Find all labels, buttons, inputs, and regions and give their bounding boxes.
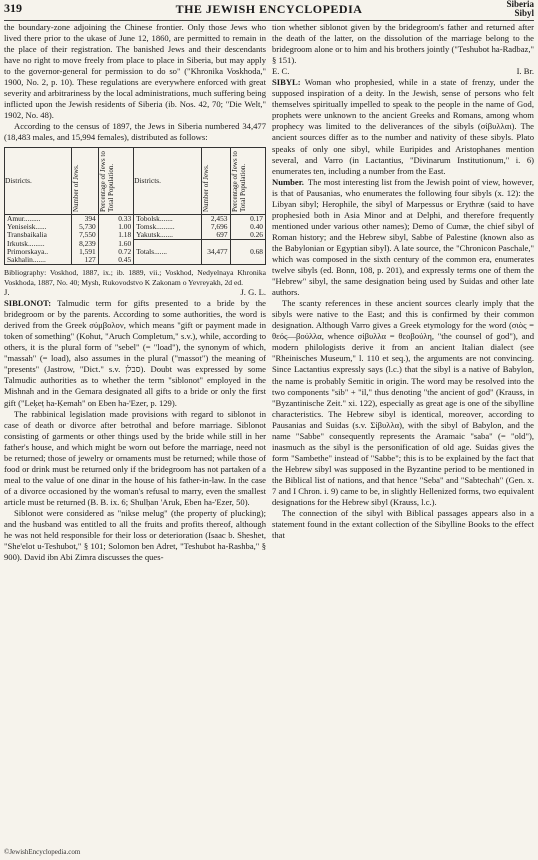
- totals-pct: 0.68: [230, 248, 265, 256]
- signature-initial: J.: [4, 287, 10, 298]
- sibyl-paragraph-2: The most interesting list from the Jewish point of view, however, is that of Pausanias, who enumerates the following four sibyls (x. 12): the Libyan sibyl; Herophile, the sibyl of Marpessus or Erythræ (said to have prophesied both in Asia Minor and at Delphi, and therefore frequently mentioned under various other names); Demo of Cumæ, the chief sibyl of Roman history; and the Hebrew sibyl, Sabbe of Palestine (known also as the Babylonian or Egyptian sibyl). A late source, the "Chronicon Paschale," which was composed in the sixth century of the common era, enumerates twelve sibyls (ed. Bonn, 108, p. 201), and expressly terms one of them the "Hebrew" sibyl, the same designation being used by Suidas and other late authors.: [272, 176, 534, 298]
- signature-initials: E. C.: [272, 66, 290, 77]
- col-header-percentage-2: Percentage of Jews to Total Population.: [230, 147, 265, 214]
- bibliography: Bibliography: Voskhod, 1887, ix.; ib. 1889, vii.; Voskhod, Nedyelnaya Khronika Voskhoda, 1887, No. 40; Mysh, Rukovodstvo K Zakonam o Yevreyakh, 2d ed.: [4, 268, 266, 287]
- running-head-last: Sibyl: [514, 8, 534, 18]
- header-rule: [4, 20, 534, 21]
- table-row: Primorskaya.. 1,591 0.72 Totals....... 34,477 0.68: [5, 248, 266, 256]
- col-header-number-2: Number of Jews.: [201, 147, 230, 214]
- left-column: [4, 22, 266, 563]
- table-row: Transbaikalia 7,550 1.18 Yakutsk....... 697 0.26: [5, 231, 266, 240]
- running-head-first: Siberia: [506, 0, 534, 9]
- sibyl-paragraph-1: Woman who prophesied, while in a state of frenzy, under the supposed inspiration of a deity. In the Jewish, sense of persons who felt themselves spiritually impelled to speak to the people in the name of God, prophets were unknown to the ancient Greeks and Romans, among whom prophecy was limited to the deliverances of the sibyls (σίβυλλαι). The ancient sources differ as to the number and nativity of these sibyls. Plato speaks of only one sibyl, while Euripides and Aristophanes mention several, and Varro (in Lactantius, "Divinarum Institutionum," i. 6) enumerates ten, including a number from the East.: [272, 77, 534, 176]
- totals-label: Totals.......: [134, 248, 201, 256]
- sibyl-paragraph-3: The scanty references in these ancient sources clearly imply that the sibyls were native to the East; and this is confirmed by their common designation. Although Varro gives a Greek etymology for the word (σιὸς = θεός—βούλλα, whence σίβυλλα = θεοβούλη, "the counsel of god"), and modern philologists derive it from an ancient Italian dialect (see "Rheinisches Museum," l. 110 et seq.), the arguments are not convincing. Since Lactantius expressly says (l.c.) that the sibyl is a native of Babylon, the name is probably Semitic in origin. The word may be resolved into the two components "sib" + "il," thus denoting "the ancient of god" (Krauss, in "Byzantinische Zeit." xi. 122), especially as great age is one of the sibylline characteristics. The Hebrew sibyl is identical, moreover, according to Pausanias and Suidas (s.v. Σίβυλλα), with the sibyl of Babylon, and the name "Sabbe" consequently represents the Aramaic "saba" (= "old"), inasmuch as the sibyl is the personification of old age. Suidas gives the form "Sambethe" instead of "Sabbe"; this is to be explained by the fact that the Hebrew sibyl was supposed in the Byzantine period to be mentioned in the Biblical list of nations, and that hence "Seba" and "Sabtechah" (Gen. x. 7 and I Chron. i. 9) came to be, in slightly Hellenized forms, two equivalent designations for the Hebrew sibyl (Krauss, l.c.).: [272, 298, 534, 508]
- signature-author: I. Br.: [516, 66, 534, 77]
- right-column: [272, 22, 534, 541]
- signature-line: [4, 287, 266, 298]
- col-header-number: Number of Jews.: [72, 147, 98, 214]
- siblonot-paragraph-3: Siblonot were considered as "nikse melug" (the property of plucking); and the husband was entitled to all the fruits and profits thereof, although he was not held responsible for their loss or deterioration (Isaac b. Sheshet, "She'elot u-Teshubot," § 101; Solomon ben Adret, "Teshubot ha-Rashba," § 900). David ibn Abi Zimra discusses the ques-: [4, 507, 266, 563]
- watermark: ©JewishEncyclopedia.com: [4, 848, 81, 856]
- page-header: [0, 0, 538, 20]
- census-table: [4, 147, 266, 266]
- signature-line-2: [272, 66, 534, 77]
- totals-number: 34,477: [201, 248, 230, 256]
- page-number: 319: [4, 1, 22, 15]
- table-row: Yeniseisk...... 5,730 1.00 Tomsk.......... 7,696 0.40: [5, 223, 266, 231]
- siblonot-continuation: tion whether siblonot given by the bridegroom's father and returned after the death of the latter, on the dissolution of the marriage belong to the bridegroom alone or to him and his brothers jointly ("Teshubot ha-Radbaz," § 151).: [272, 22, 534, 66]
- col-header-districts: Districts.: [5, 147, 72, 214]
- running-head: [506, 0, 534, 18]
- table-row: Irkutsk......... 8,239 1.60: [5, 240, 266, 248]
- sibyl-paragraph-4: The connection of the sibyl with Biblical passages appears also in a statement found in the extant collection of the Sibylline Books to the effect that: [272, 508, 534, 541]
- siblonot-heading: SIBLONOT:: [4, 298, 52, 309]
- journal-title: THE JEWISH ENCYCLOPEDIA: [175, 2, 363, 16]
- table-row: Amur......... 394 0.33 Tobolsk....... 2,453 0.17: [5, 214, 266, 223]
- siberia-paragraph-2: According to the census of 1897, the Jews in Siberia numbered 34,477 (18,483 males, and 15,994 females), distributed as follows:: [4, 121, 266, 143]
- table-row: Sakhalin....... 127 0.45: [5, 256, 266, 265]
- side-heading-number: Number.: [272, 176, 304, 187]
- sibyl-heading: SIBYL:: [272, 77, 301, 88]
- col-header-percentage: Percentage of Jews to Total Population.: [98, 147, 133, 214]
- signature-authors: J. G. L.: [240, 287, 266, 298]
- siberia-paragraph-1: the boundary-zone adjoining the Chinese frontier. Only those Jews who lived there prior to the ukase of June 12, 1860, are permitted to remain in the place of their registration. The banished Jews and their descendants have no right to move freely from place to place in Siberia, but may apply to the governor-general for permission to do so" ("Khronika Voskhoda," 1900, No. 2, p. 10). These regulations are everywhere enforced with great severity and arbitrariness by the local administrations, much suffering being inflicted upon the Jewish residents of Siberia (ib. Nos. 42, 70; "Die Welt," 1902, No. 48).: [4, 22, 266, 121]
- siblonot-paragraph-2: The rabbinical legislation made provisions with regard to siblonot in case of death or divorce after betrothal and before marriage. Siblonot consisting of garments or other things used by the bride while still in her father's house, and which might be worn out before the marriage, need not be returned; those of jewelry or ornaments must be returned; while those of food or drink must be returned only if the bridegroom has not partaken of a meal to the value of one dinar in the house of his father-in-law. In the case of a divorce occasioned by the woman's refusal to marry, even the smallest article must be returned (B. B. ix. 6; Shulḥan 'Aruk, Eben ha-'Ezer, 50).: [4, 408, 266, 507]
- col-header-districts-2: Districts.: [134, 147, 201, 214]
- siblonot-paragraph-1: Talmudic term for gifts presented to a bride by the bridegroom or by the parents. According to some authorities, the word is derived from the Greek σύμβολον, which means "gift or payment made in token of something" (Kohut, "Aruch Completum," s.v.), while, according to others, it is the plural form of "sebel" (= "load"), the synonym of which, "massah" (= load), also assumes in the plural ("massot") the meaning of "presents" (Jastrow, "Dict." s.v. סבלן). Doubt was expressed by some Talmudic authorities as to whether the term "siblonot" employed in the Mishnah and in the Gemara designated all gifts to a bride or only the first gift ("Leḳeṭ ha-Ḳemah" on Eben ha-'Ezer, p. 129).: [4, 298, 266, 408]
